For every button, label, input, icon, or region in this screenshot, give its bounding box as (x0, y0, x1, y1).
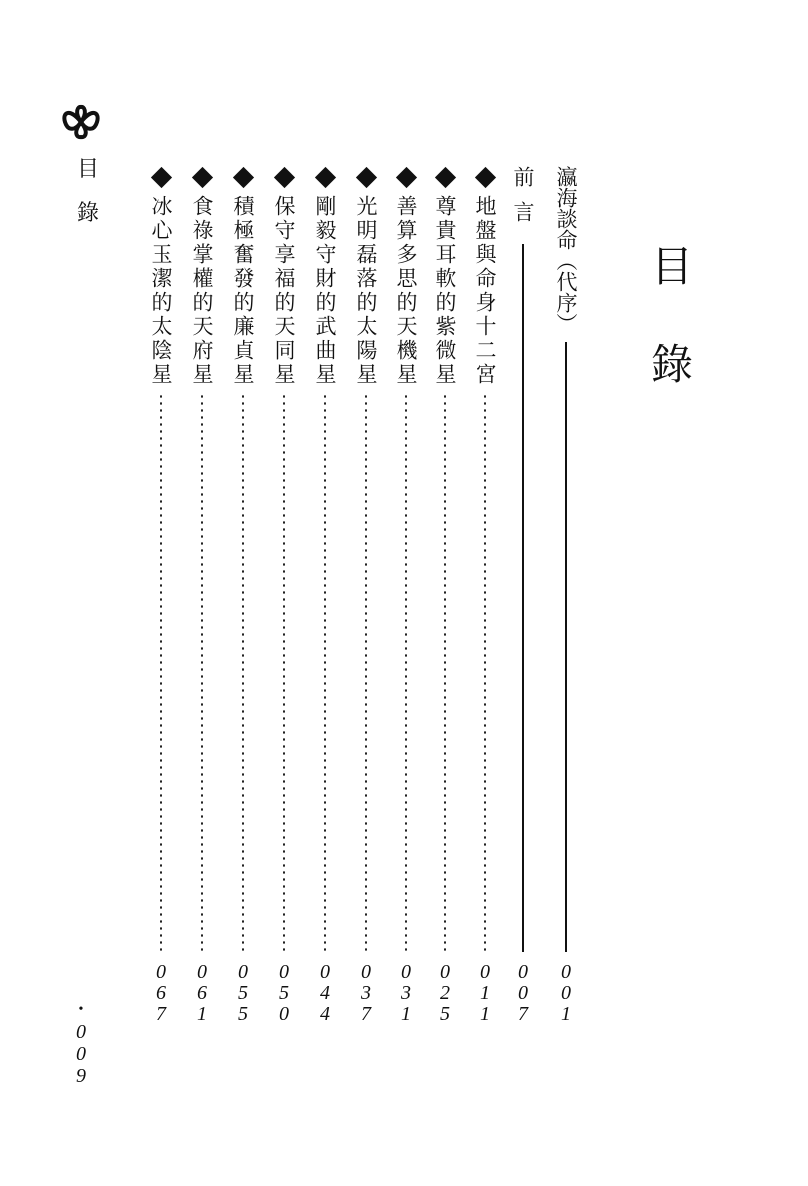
page-title (644, 234, 700, 392)
dotted-leader (405, 393, 407, 952)
toc-entry-title: 光明磊落的太陽星 (354, 195, 378, 387)
toc-entry-title: 瀛海談命（代序） (554, 166, 578, 334)
dotted-leader (242, 393, 244, 952)
toc-entry-title: 善算多思的天機星 (394, 195, 418, 387)
toc-page-number: 0 0 1 (561, 961, 571, 1025)
toc-entry-foreword[interactable] (509, 166, 537, 1026)
dotted-leader (201, 393, 203, 952)
leader-rule (522, 244, 524, 952)
diamond-bullet-icon (314, 167, 335, 188)
running-header-char: 錄 (76, 201, 99, 226)
diamond-bullet-icon (474, 167, 495, 188)
toc-entry[interactable] (270, 166, 298, 1026)
toc-page-number: 0 6 1 (197, 961, 207, 1025)
folio-bullet: • (78, 1002, 84, 1017)
toc-entry[interactable] (431, 166, 459, 1026)
toc-page-number: 0 5 0 (279, 961, 289, 1025)
toc-page-number: 0 3 1 (401, 961, 411, 1025)
diamond-bullet-icon (150, 167, 171, 188)
toc-entry-title: 積極奮發的廉貞星 (231, 195, 255, 387)
folio-digit: 0 (76, 1021, 86, 1043)
dotted-leader (365, 393, 367, 952)
diamond-bullet-icon (232, 167, 253, 188)
toc-entry[interactable] (188, 166, 216, 1026)
toc-page-number: 0 5 5 (238, 961, 248, 1025)
diamond-bullet-icon (434, 167, 455, 188)
toc-entry-title: 剛毅守財的武曲星 (313, 195, 337, 387)
toc-page-number: 0 6 7 (156, 961, 166, 1025)
toc-page-number: 0 3 7 (361, 961, 371, 1025)
toc-page-number: 0 1 1 (480, 961, 490, 1025)
folio-digit: 0 (76, 1043, 86, 1065)
toc-entry[interactable] (311, 166, 339, 1026)
toc-entry-title: 冰心玉潔的太陰星 (149, 195, 173, 387)
toc-entry-title: 尊貴耳軟的紫微星 (433, 195, 457, 387)
toc-entry-preface[interactable] (552, 166, 580, 1026)
toc-page-number: 0 0 7 (518, 961, 528, 1025)
toc-entry-title: 保守享福的天同星 (272, 195, 296, 387)
diamond-bullet-icon (273, 167, 294, 188)
diamond-bullet-icon (395, 167, 416, 188)
dotted-leader (324, 393, 326, 952)
dotted-leader (444, 393, 446, 952)
dotted-leader (283, 393, 285, 952)
knot-logo-icon (60, 104, 102, 140)
toc-page-number: 0 2 5 (440, 961, 450, 1025)
folio-digit: 9 (76, 1065, 86, 1087)
toc-page-number: 0 4 4 (320, 961, 330, 1025)
running-header-char: 目 (76, 157, 99, 182)
page-title-char: 目 (650, 242, 693, 291)
toc-entry[interactable] (229, 166, 257, 1026)
dotted-leader (160, 393, 162, 952)
diamond-bullet-icon (191, 167, 212, 188)
toc-entry[interactable] (471, 166, 499, 1026)
toc-entry-title: 前言 (511, 166, 535, 236)
leader-rule (565, 342, 567, 952)
diamond-bullet-icon (355, 167, 376, 188)
toc-entry-title: 食祿掌權的天府星 (190, 195, 214, 387)
page-title-char: 錄 (650, 340, 693, 389)
running-header (75, 148, 101, 236)
toc-entry[interactable] (392, 166, 420, 1026)
dotted-leader (484, 393, 486, 952)
page-folio (70, 1003, 92, 1087)
toc-entry-title: 地盤與命身十二宮 (473, 195, 497, 387)
toc-entry[interactable] (352, 166, 380, 1026)
toc-entry[interactable] (147, 166, 175, 1026)
